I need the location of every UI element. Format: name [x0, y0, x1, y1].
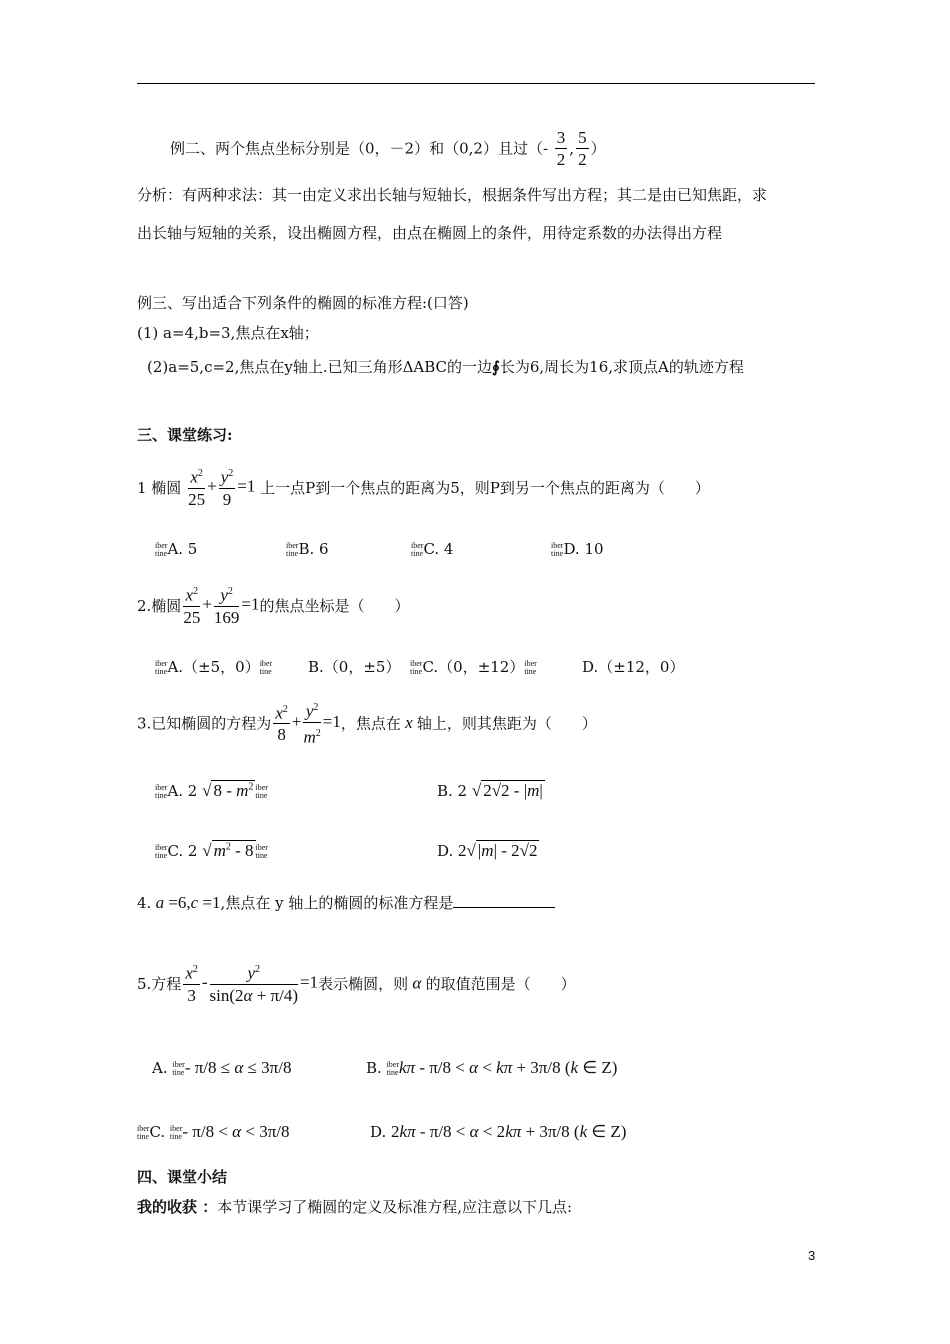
example-2: 例二、两个焦点坐标分别是（0，－2）和（0,2）且过（- $\frac{3}{2}$ , $\frac{5}{2}$ ） — [170, 128, 606, 169]
section-4-heading: 四、课堂小结 — [137, 1168, 228, 1186]
fraction-3-2: $\frac{3}{2}$ — [556, 128, 566, 169]
harvest-label: 我的收获 ： — [137, 1198, 218, 1216]
q3-option-d[interactable]: D. 2√ |m| - 2√2 — [437, 841, 538, 860]
placeholder-mark-icon: iber tine — [155, 843, 168, 860]
placeholder-mark-icon: iber tine — [172, 1060, 185, 1077]
placeholder-mark-icon: iber tine — [410, 659, 423, 676]
harvest-line — [137, 1196, 572, 1217]
q1-option-a[interactable]: iber tineA. 5 — [155, 540, 198, 558]
example-3-title: 例三、写出适合下列条件的椭圆的标准方程:(口答) — [137, 294, 469, 312]
header-rule — [137, 83, 815, 84]
question-1: 1 椭圆 $\frac{x^2}{25}$ + $\frac{y^2}{9}$ =1 上一点P到一个焦点的距离为5，则P到另一个焦点的距离为（ ） — [137, 464, 710, 511]
example-3-item-2: (2)a=5,c=2,焦点在y轴上.已知三角形ΔABC的一边∮长为6,周长为16,求顶点A的轨迹方程 — [147, 358, 744, 376]
placeholder-mark-icon: iber tine — [155, 541, 168, 558]
section-3-heading: 三、课堂练习: — [137, 426, 233, 444]
q3-option-b[interactable]: B. 2 √ 2√2 - |m| — [437, 781, 543, 800]
placeholder-mark-icon: iber tine — [259, 659, 273, 676]
q1-option-c[interactable]: iber tineC. 4 — [411, 540, 454, 558]
fraction-5-2: $\frac{5}{2}$ — [578, 128, 587, 169]
answer-blank[interactable] — [453, 893, 555, 908]
q5-option-d[interactable]: D. 2kπ - π/8 < α < 2kπ + 3π/8 (k ∈ Z) — [370, 1122, 627, 1141]
analysis-line-1: 分析：有两种求法：其一由定义求出长轴与短轴长，根据条件写出方程；其二是由已知焦距，求 — [137, 186, 768, 204]
example-3-item-1: (1) a=4,b=3,焦点在x轴； — [137, 324, 319, 342]
scribble-icon: ∮ — [492, 358, 500, 376]
placeholder-mark-icon: iber tine — [286, 541, 299, 558]
placeholder-mark-icon: iber tine — [524, 659, 537, 676]
q2-option-c[interactable]: iber tineC.（0，±12）iber tine — [410, 658, 537, 676]
question-5: 5.方程 $\frac{x^2}{3}$ - $\frac{y^2}{\sin(2\alpha + \pi/4)}$ =1表示椭圆，则 α 的取值范围是（ ） — [137, 960, 576, 1007]
q2-option-a[interactable]: iber tineA.（±5，0）iber tine — [155, 658, 273, 676]
question-3: 3.已知椭圆的方程为 $\frac{x^2}{8}$ + $\frac{y^2}{m^2}$ =1，焦点在 x 轴上，则其焦距为（ ） — [137, 698, 597, 748]
harvest-text: 本节课学习了椭圆的定义及标准方程,应注意以下几点: — [217, 1198, 573, 1216]
q1-option-b[interactable]: iber tineB. 6 — [286, 540, 329, 558]
analysis-line-2: 出长轴与短轴的关系，设出椭圆方程，由点在椭圆上的条件，用待定系数的办法得出方程 — [137, 224, 723, 242]
question-2: 2.椭圆 $\frac{x^2}{25}$ + $\frac{y^2}{169}$ =1的焦点坐标是（ ） — [137, 582, 410, 629]
q1-option-d[interactable]: iber tineD. 10 — [551, 540, 604, 558]
q5-option-c[interactable]: iber tineC. iber tine- π/8 < α < 3π/8 — [137, 1122, 290, 1141]
placeholder-mark-icon: iber tine — [411, 541, 424, 558]
q5-option-b[interactable]: B. iber tinekπ - π/8 < α < kπ + 3π/8 (k ∈ Z) — [366, 1058, 618, 1077]
placeholder-mark-icon: iber tine — [255, 783, 268, 800]
question-4: 4. a =6,c =1,焦点在 y 轴上的椭圆的标准方程是 — [137, 892, 555, 913]
placeholder-mark-icon: iber tine — [551, 541, 564, 558]
placeholder-mark-icon: iber tine — [169, 1124, 183, 1141]
q3-option-c[interactable]: iber tineC. 2 √ $m^2 - 8$ iber tine — [155, 841, 268, 860]
q5-option-a[interactable]: A. iber tine- π/8 ≤ α ≤ 3π/8 — [152, 1058, 292, 1077]
placeholder-mark-icon: iber tine — [137, 1124, 150, 1141]
q2-option-d[interactable]: D.（±12，0） — [582, 658, 685, 676]
q2-option-b[interactable]: B.（0，±5） — [308, 658, 401, 676]
placeholder-mark-icon: iber tine — [386, 1060, 399, 1077]
placeholder-mark-icon: iber tine — [155, 659, 168, 676]
page-number: 3 — [808, 1248, 816, 1263]
placeholder-mark-icon: iber tine — [155, 783, 168, 800]
example-2-text: 例二、两个焦点坐标分别是（0，－2）和（0,2）且过（- — [170, 139, 549, 158]
placeholder-mark-icon: iber tine — [255, 843, 268, 860]
q3-option-a[interactable]: iber tineA. 2 √ $8 - m^2$ iber tine — [155, 781, 268, 800]
